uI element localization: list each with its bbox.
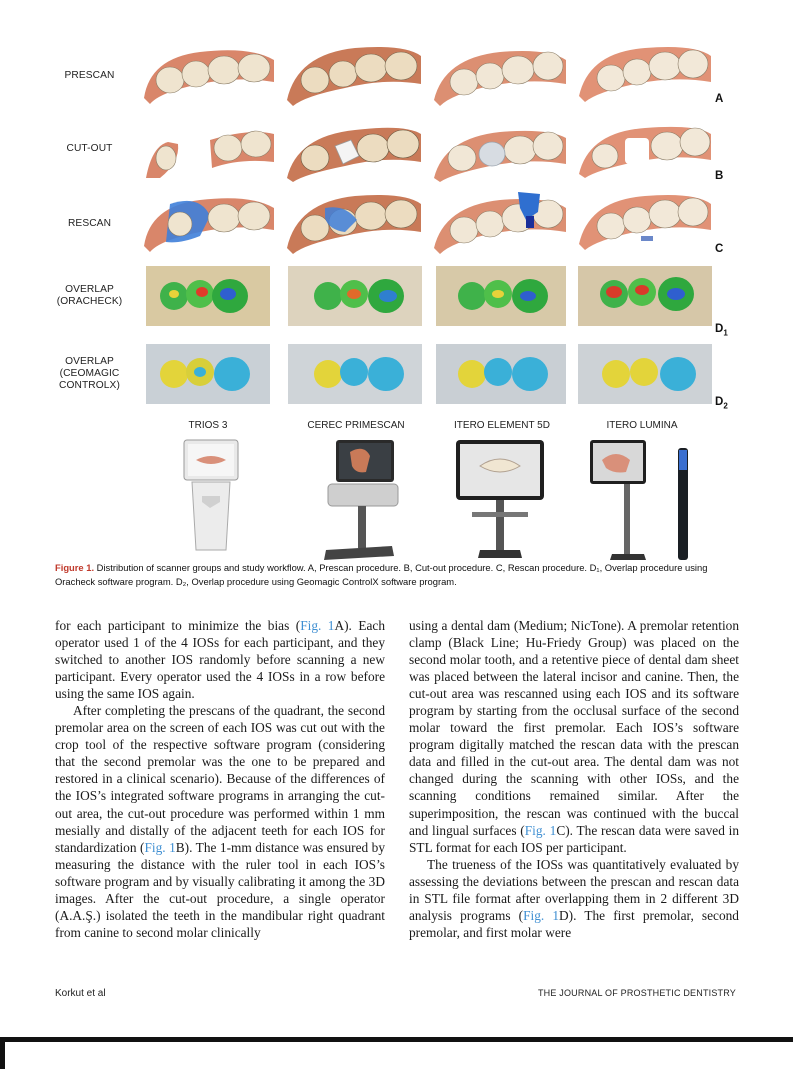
figure-1 [48, 30, 738, 560]
prescan-image-itero-element-5d [430, 38, 568, 108]
paragraph: for each participant to minimize the bias (Fig. 1A). Each operator used 1 of the 4 IOSs for each participant, and they switched to another IOS randomly before scanning a new participant. Every operator used the 4 IOSs in a row before using the same IOS again. [55, 618, 385, 702]
row-label-overlap-oracheck: OVERLAP (ORACHECK) [56, 284, 123, 307]
cutout-image-itero-element-5d [430, 112, 568, 182]
overlap-oracheck-image-itero-lumina [578, 266, 712, 326]
column-label-itero-lumina: ITERO LUMINA [606, 420, 678, 431]
body-column-left [55, 617, 385, 941]
rescan-image-cerec-primescan [285, 186, 423, 256]
column-label-itero-element-5d: ITERO ELEMENT 5D [454, 420, 550, 431]
panel-letter-d1: $D_1$ [715, 323, 728, 338]
caption-text: Distribution of scanner groups and study workflow. A, Prescan procedure. B, Cut-out procedure. C, Rescan procedure. D₁, Overlap procedure using Oracheck software program. D₂, Overlap procedure using Geomagic ControlX software program. [55, 562, 708, 587]
rescan-image-itero-lumina [575, 186, 713, 256]
overlap-oracheck-image-cerec-primescan [288, 266, 422, 326]
figure-reference-link[interactable]: Fig. 1 [523, 907, 560, 923]
device-image-itero-element-5d [450, 438, 550, 573]
prescan-image-itero-lumina [575, 38, 713, 108]
row-label-cutout: CUT-OUT [66, 143, 113, 154]
rescan-image-itero-element-5d [430, 186, 568, 256]
device-image-cerec-primescan [308, 438, 408, 573]
paragraph: After completing the prescans of the quadrant, the second premolar area on the screen of each IOS was cut out with the crop tool of the respective software program (considering that the second premolar was the one to be prepared and restored in a clinical scenario). Because of the differences of the IOS’s integrated software programs in arranging the cut-out area, the cut-out procedure was performed within 1 mm mesially and distally of the adjacent teeth for each IOS for standardization (Fig. 1B). The 1-mm distance was ensured by measuring the distance with the ruler tool in each IOS’s software program and by visually calibrating it among the 3D images. After the cut-out procedure, a single operator (A.A.Ş.) isolated the teeth in the mandibular right quadrant from canine to second molar clinically [55, 703, 386, 940]
device-image-trios3 [176, 438, 246, 558]
footer-authors: Korkut et al [55, 988, 106, 999]
cutout-image-cerec-primescan [285, 112, 423, 182]
overlap-oracheck-image-trios3 [146, 266, 270, 326]
overlap-geomagic-image-trios3 [146, 344, 270, 404]
page-corner-rule [0, 1037, 5, 1069]
paragraph: using a dental dam (Medium; NicTone). A premolar retention clamp (Black Line; Hu-Friedy Group) was placed on the second molar tooth, and a retentive piece of dental dam sheet was placed between the lateral incisor and canine. Then, the cut-out area was rescanned using each IOS and its software program by starting from the occlusal surface of the second molar toward the first premolar. Each IOS’s software program digitally matched the rescan data with the prescan data and filled in the cut-out area. The dental dam was not changed during the scanning with other IOSs, and the scanning conditions remained similar. After the superimposition, the rescan was continued with the buccal and lingual surfaces (Fig. 1C). The rescan data were saved in STL format for each IOS per participant. [409, 618, 739, 855]
caption-figure-tag: Figure 1. [55, 562, 95, 573]
panel-letter-a: A [715, 93, 724, 105]
row-label-prescan: PRESCAN [64, 70, 115, 81]
column-label-trios3: TRIOS 3 [188, 420, 228, 431]
cutout-image-trios3 [140, 112, 278, 182]
body-column-right [409, 617, 739, 941]
overlap-geomagic-image-itero-lumina [578, 344, 712, 404]
rescan-image-trios3 [140, 186, 278, 256]
figure-reference-link[interactable]: Fig. 1 [300, 618, 335, 633]
overlap-geomagic-image-cerec-primescan [288, 344, 422, 404]
panel-letter-b: B [715, 170, 724, 182]
cutout-image-itero-lumina [575, 112, 713, 182]
figure-caption [55, 561, 735, 588]
overlap-geomagic-image-itero-element-5d [436, 344, 566, 404]
panel-letter-c: C [715, 243, 724, 255]
footer-journal-name: THE JOURNAL OF PROSTHETIC DENTISTRY [537, 988, 736, 998]
panel-letter-d2: $D_2$ [715, 396, 728, 411]
figure-reference-link[interactable]: Fig. 1 [524, 822, 557, 838]
overlap-oracheck-image-itero-element-5d [436, 266, 566, 326]
paragraph: The trueness of the IOSs was quantitatively evaluated by assessing the deviations between the prescan and rescan data in STL file format after overlapping them in 2 different 3D analysis programs (Fig. 1D). The first premolar, second premolar, and first molar were [409, 856, 739, 940]
figure-reference-link[interactable]: Fig. 1 [144, 839, 176, 855]
row-label-overlap-geomagic: OVERLAP (CEOMAGIC CONTROLX) [59, 356, 120, 391]
page-bottom-rule [0, 1037, 793, 1042]
prescan-image-trios3 [140, 38, 278, 108]
prescan-image-cerec-primescan [285, 38, 423, 108]
column-label-cerec-primescan: CEREC PRIMESCAN [307, 420, 405, 431]
row-label-rescan: RESCAN [67, 218, 112, 229]
